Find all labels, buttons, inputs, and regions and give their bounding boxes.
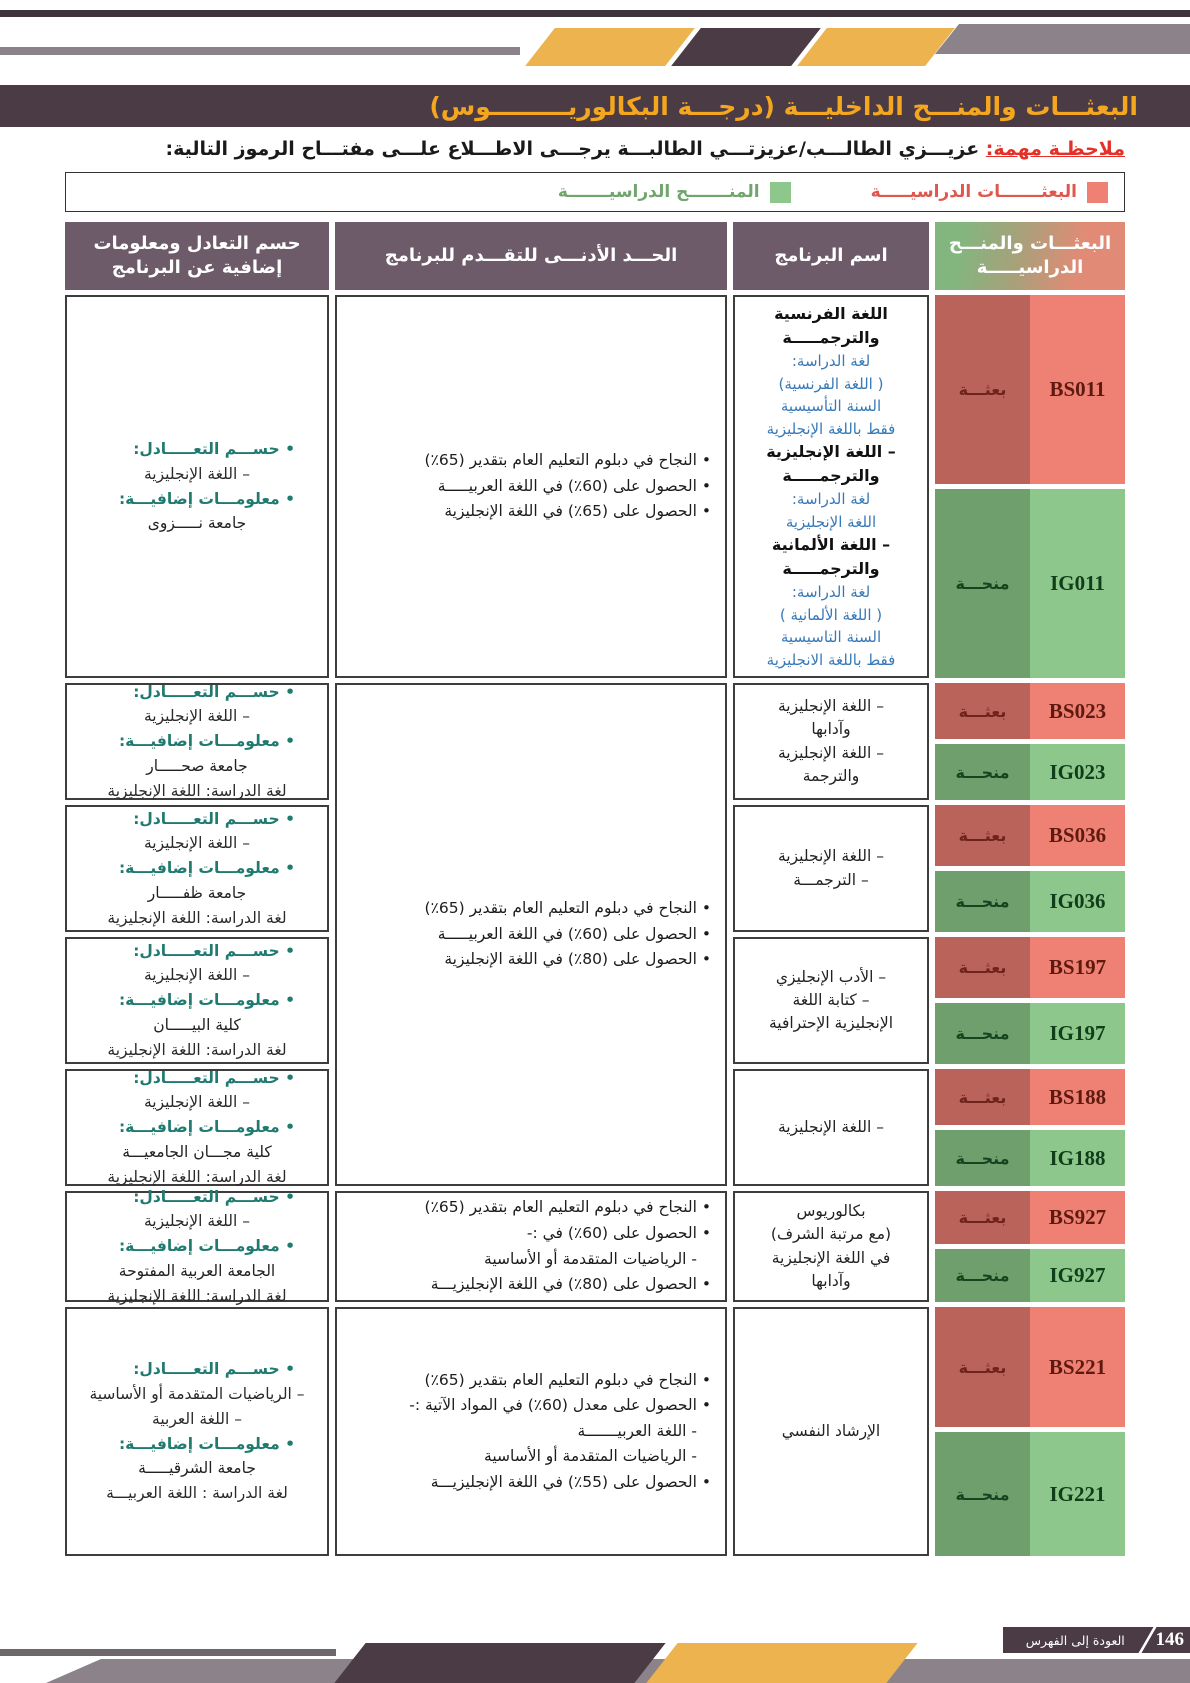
code-kind-label: بعثـــة (958, 1087, 1007, 1107)
scholarship-code-cell (935, 683, 1125, 739)
code-id-half (1030, 744, 1125, 800)
code-id-half (1030, 489, 1125, 678)
ribbon-yellow-segment (797, 28, 955, 66)
program-name-cell (733, 295, 929, 678)
text-line-program: – اللغة الإنجليزية (777, 697, 884, 715)
equivalency-info-cell (65, 295, 329, 678)
code-kind-label: منحـــة (955, 1024, 1010, 1043)
code-id: BS188 (1048, 1084, 1107, 1109)
program-name-cell (733, 1191, 929, 1302)
text-line-equivalency: – اللغة الإنجليزية (143, 834, 250, 853)
footer-bar (1003, 1627, 1190, 1653)
code-id-half (1030, 937, 1125, 998)
scholarship-code-cell (935, 937, 1125, 998)
text-line-equivalency: جامعة ظفـــــار (147, 883, 247, 902)
top-gray-band-right (935, 24, 1190, 54)
equivalency-info-cell (65, 1069, 329, 1186)
text-line-equivalency: لغة الدراسة: اللغة الإنجليزية (107, 1167, 287, 1186)
code-kind-label: منحـــة (955, 574, 1010, 593)
code-id: BS011 (1049, 377, 1106, 401)
code-kind-half (935, 1432, 1030, 1556)
text-line-program: السنة التأسيسية (780, 397, 882, 415)
program-name-cell (733, 683, 929, 800)
code-id-half (1030, 1432, 1125, 1556)
text-line-equivalency: – اللغة الإنجليزية (143, 1093, 250, 1112)
text-line-equivalency: • معلومـــات إضافيـــة: (118, 1118, 295, 1137)
code-kind-half (935, 937, 1030, 998)
top-dark-bar (0, 10, 1190, 17)
code-id: BS197 (1048, 955, 1107, 979)
text-line-program: – الأدب الإنجليزي (775, 967, 887, 986)
code-kind-label: منحـــة (955, 892, 1010, 911)
code-id-half (1030, 871, 1125, 932)
ribbon-yellow-segment (525, 28, 695, 66)
text-line-equivalency: • حســـم التعـــــادل: (133, 1068, 295, 1087)
text-line-requirement: - اللغة العربيـــــــة (577, 1421, 697, 1440)
code-id: IG197 (1049, 1021, 1106, 1045)
text-line-requirement: • الحصول على (60٪) في :- (526, 1223, 711, 1242)
code-kind-label: بعثـــة (958, 1208, 1007, 1227)
bottom-dark-segment (334, 1643, 665, 1683)
text-line-equivalency: لغة الدراسة: اللغة الإنجليزية (107, 908, 287, 927)
text-line-requirement: - الرياضيات المتقدمة أو الأساسية (484, 1447, 697, 1466)
text-line-program: فقط باللغة الإنجليزية (766, 419, 896, 438)
page-number: 146 (1155, 1629, 1184, 1650)
scholarship-color-swatch (1087, 182, 1108, 203)
code-kind-label: بعثـــة (958, 380, 1007, 399)
code-kind-label: بعثـــة (958, 826, 1007, 845)
text-line-program: بكالوريوس (796, 1202, 866, 1220)
text-line-program: الإنجليزية الإحترافية (768, 1014, 894, 1033)
text-line-equivalency: • معلومـــات إضافيـــة: (118, 1434, 295, 1453)
text-line-program: السنة التاسيسية (780, 628, 882, 646)
code-kind-label: منحـــة (955, 762, 1010, 782)
code-kind-label: بعثـــة (958, 958, 1007, 977)
code-kind-half (935, 489, 1030, 678)
text-line-equivalency: • معلومـــات إضافيـــة: (118, 1237, 295, 1256)
grant-color-swatch (770, 182, 791, 203)
back-to-index-link[interactable]: العودة إلى الفهرس (1025, 1632, 1125, 1648)
min-requirements-cell (335, 683, 727, 1186)
text-line-program: – اللغة الإنجليزية (777, 1117, 884, 1136)
grant-code-cell (935, 1130, 1125, 1186)
code-id-half (1030, 1307, 1125, 1427)
text-line-equivalency: • حســـم التعـــــادل: (133, 1187, 295, 1206)
text-line-equivalency: جامعة الشرقيـــــة (138, 1459, 256, 1478)
text-line-requirement: • النجاح في دبلوم التعليم العام بتقدير (65٪) (424, 1370, 711, 1389)
text-line-equivalency: • معلومـــات إضافيـــة: (118, 732, 295, 751)
code-id-half (1030, 1191, 1125, 1244)
text-line-program: – اللغة الإنجليزية (777, 743, 884, 762)
bottom-yellow-segment (646, 1643, 917, 1683)
text-line-program: – كتابة اللغة (792, 990, 870, 1009)
code-kind-half (935, 1069, 1030, 1125)
code-id: IG188 (1049, 1145, 1106, 1170)
code-kind-half (935, 744, 1030, 800)
header-minimum-requirements: الحـــد الأدنـــى للتقـــدم للبرنامج (335, 222, 727, 290)
top-ribbon (540, 28, 940, 66)
code-kind-half (935, 683, 1030, 739)
equivalency-info-cell (65, 1307, 329, 1556)
scholarship-code-cell (935, 295, 1125, 484)
code-id: IG221 (1049, 1481, 1106, 1506)
text-line-program: وآدابها (811, 720, 851, 739)
text-line-program: لغة الدراسة: (791, 490, 871, 508)
text-line-equivalency: جامعة صحـــــار (146, 756, 248, 775)
code-id-half (1030, 1130, 1125, 1186)
text-line-program: – اللغة الإنجليزية (766, 442, 896, 461)
text-line-equivalency: • حســـم التعـــــادل: (133, 1360, 295, 1379)
min-requirements-cell (335, 1307, 727, 1556)
code-kind-label: بعثـــة (958, 1357, 1007, 1377)
text-line-program: والترجمـــــة (782, 559, 880, 578)
text-line-equivalency: • معلومـــات إضافيـــة: (118, 859, 295, 878)
program-name-cell (733, 1069, 929, 1186)
text-line-requirement: • الحصول على (80٪) في اللغة الإنجليزية (444, 950, 711, 969)
program-name-cell (733, 1307, 929, 1556)
page-title: البعثـــات والمنـــح الداخليـــة (درجـــة البكالوريـــــــــوس) (429, 91, 1138, 121)
text-line-program: ( اللغة الألمانية ) (779, 605, 883, 624)
text-line-program: في اللغة الإنجليزية (771, 1248, 891, 1267)
legend-box (65, 172, 1125, 212)
text-line-program: والترجمـــــة (782, 466, 880, 485)
important-note (166, 138, 1126, 160)
code-kind-half (935, 805, 1030, 866)
note-label: ملاحظـة مهمة: (985, 138, 1125, 160)
note-text: عزيـــزي الطالـــب/عزيزتـــي الطالبـــة يرجـــى الاطـــلاع علـــى مفتـــاح الرموز التالية: (165, 138, 986, 160)
text-line-equivalency: • معلومـــات إضافيـــة: (118, 991, 295, 1010)
text-line-equivalency: – اللغة الإنجليزية (143, 1212, 250, 1231)
code-kind-half (935, 295, 1030, 484)
code-id-half (1030, 805, 1125, 866)
text-line-requirement: - الرياضيات المتقدمة أو الأساسية (484, 1249, 697, 1268)
code-kind-label: منحـــة (955, 1484, 1010, 1504)
text-line-requirement: • الحصول على (60٪) في اللغة العربيـــــة (437, 924, 711, 943)
text-line-equivalency: • حســـم التعـــــادل: (133, 809, 295, 828)
code-id-half (1030, 295, 1125, 484)
text-line-program: والترجمة (802, 766, 860, 785)
equivalency-info-cell (65, 683, 329, 800)
text-line-requirement: • الحصول على (65٪) في اللغة الإنجليزية (444, 502, 711, 521)
text-line-program: – الترجمـــة (793, 870, 869, 889)
text-line-requirement: • الحصول على (80٪) في اللغة الإنجليزيـــة (430, 1275, 711, 1294)
program-name-cell (733, 805, 929, 932)
code-id: IG011 (1050, 571, 1105, 595)
code-id: IG036 (1049, 889, 1106, 913)
text-line-equivalency: كلية البيـــــان (153, 1015, 241, 1034)
text-line-program: – اللغة الألمانية (771, 535, 891, 554)
text-line-program: – اللغة الإنجليزية (777, 847, 884, 866)
text-line-equivalency: لغة الدراسة: اللغة الإنجليزية (107, 1040, 287, 1059)
scholarship-code-cell (935, 1307, 1125, 1427)
ribbon-dark-segment (671, 28, 821, 66)
grant-legend-label: المنـــــــح الدراسيـــــــة (557, 182, 760, 202)
text-line-program: اللغة الإنجليزية (785, 512, 877, 531)
top-gray-band-left (0, 47, 520, 55)
code-id-half (1030, 1069, 1125, 1125)
text-line-equivalency: • معلومـــات إضافيـــة: (118, 489, 295, 508)
code-id-half (1030, 683, 1125, 739)
text-line-equivalency: جامعة نـــــزوى (147, 514, 247, 533)
grant-code-cell (935, 1432, 1125, 1556)
scholarship-code-cell (935, 1069, 1125, 1125)
code-id-half (1030, 1003, 1125, 1064)
equivalency-info-cell (65, 805, 329, 932)
grant-code-cell (935, 871, 1125, 932)
text-line-equivalency: الجامعة العربية المفتوحة (118, 1261, 276, 1280)
text-line-requirement: • النجاح في دبلوم التعليم العام بتقدير (65٪) (424, 451, 711, 470)
code-kind-label: منحـــة (955, 1266, 1010, 1285)
grant-code-cell (935, 1003, 1125, 1064)
code-kind-half (935, 1003, 1030, 1064)
text-line-program: فقط باللغة الانجليزية (766, 650, 896, 669)
code-id: BS036 (1048, 823, 1107, 847)
code-kind-label: منحـــة (955, 1148, 1010, 1168)
min-requirements-cell (335, 295, 727, 678)
table (65, 222, 1125, 1556)
text-line-program: والترجمـــــة (782, 328, 880, 347)
code-kind-half (935, 1130, 1030, 1186)
text-line-equivalency: لغة الدراسة : اللغة العربيـــة (106, 1484, 288, 1503)
page-title-bar (0, 85, 1190, 127)
text-line-requirement: • الحصول على معدل (60٪) في المواد الآتية :- (409, 1396, 711, 1415)
bottom-gray-line (0, 1649, 336, 1656)
text-line-requirement: • الحصول على (60٪) في اللغة العربيـــــة (437, 476, 711, 495)
code-id: BS023 (1048, 698, 1107, 723)
text-line-equivalency: – اللغة الإنجليزية (143, 464, 250, 483)
text-line-equivalency: • حســـم التعـــــادل: (133, 682, 295, 701)
text-line-requirement: • النجاح في دبلوم التعليم العام بتقدير (65٪) (424, 1198, 711, 1217)
text-line-requirement: • الحصول على (55٪) في اللغة الإنجليزيـــة (430, 1472, 711, 1491)
text-line-program: لغة الدراسة: (791, 583, 871, 601)
text-line-requirement: • النجاح في دبلوم التعليم العام بتقدير (65٪) (424, 899, 711, 918)
text-line-program: الإرشاد النفسي (781, 1421, 881, 1440)
program-name-cell (733, 937, 929, 1064)
text-line-program: وآدابها (811, 1271, 851, 1290)
equivalency-info-cell (65, 1187, 329, 1305)
text-line-program: ( اللغة الفرنسية) (778, 374, 884, 393)
code-kind-half (935, 1191, 1030, 1244)
code-id-half (1030, 1249, 1125, 1302)
code-kind-half (935, 871, 1030, 932)
text-line-equivalency: كلية مجـــان الجامعيـــة (122, 1142, 272, 1161)
text-line-equivalency: – اللغة العربية (152, 1409, 242, 1428)
code-id: BS927 (1048, 1205, 1107, 1229)
grant-code-cell (935, 744, 1125, 800)
scholarship-code-cell (935, 1191, 1125, 1244)
text-line-equivalency: • حســـم التعـــــادل: (133, 941, 295, 960)
text-line-program: اللغة الفرنسية (774, 304, 888, 323)
code-id: IG023 (1049, 759, 1106, 784)
header-equivalency-info: حسم التعادل ومعلومات إضافية عن البرنامج (65, 222, 329, 290)
code-kind-label: بعثـــة (958, 701, 1007, 721)
text-line-equivalency: – اللغة الإنجليزية (143, 966, 250, 985)
code-id: IG927 (1049, 1263, 1106, 1287)
header-program-name: اسم البرنامج (733, 222, 929, 290)
min-requirements-cell (335, 1191, 727, 1302)
text-line-equivalency: – الرياضيات المتقدمة أو الأساسية (89, 1384, 305, 1403)
equivalency-info-cell (65, 937, 329, 1064)
grant-code-cell (935, 489, 1125, 678)
header-codes: البعثـــات والمنـــح الدراسيـــــة (935, 222, 1125, 290)
code-kind-half (935, 1249, 1030, 1302)
text-line-program: (مع مرتبة الشرف) (770, 1225, 892, 1244)
scholarship-code-cell (935, 805, 1125, 866)
text-line-equivalency: • حســـم التعـــــادل: (133, 439, 295, 458)
code-kind-half (935, 1307, 1030, 1427)
text-line-equivalency: لغة الدراسة: اللغة الإنجليزية (107, 1286, 287, 1305)
text-line-equivalency: – اللغة الإنجليزية (143, 707, 250, 726)
text-line-equivalency: لغة الدراسة: اللغة الإنجليزية (107, 781, 287, 800)
text-line-program: لغة الدراسة: (791, 352, 871, 370)
scholarship-legend-label: البعثـــــــات الدراسيـــــة (870, 182, 1077, 202)
code-id: BS221 (1048, 1354, 1107, 1379)
grant-code-cell (935, 1249, 1125, 1302)
